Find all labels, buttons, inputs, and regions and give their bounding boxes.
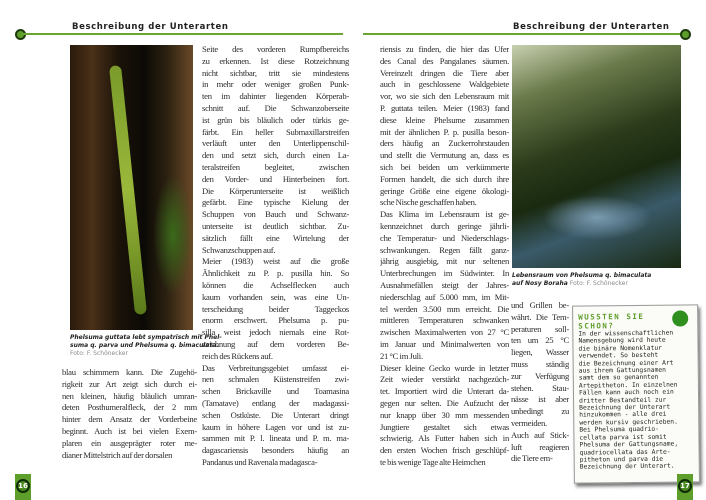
text-line: ten im dahinter liegenden Körperab- xyxy=(202,91,349,102)
text-line: ders häufig an Zuckerrohrstauden xyxy=(380,138,509,149)
text-line: zeichnung auf dem vorderen Be- xyxy=(202,338,349,349)
text-line: P. guttata teilen. Meier (1983) fand xyxy=(380,102,509,113)
infobox-line: die binäre Nomenklatur xyxy=(578,344,662,353)
text-line: mittleren Temperaturen schwanken xyxy=(380,315,509,326)
text-line: che Temperatur- und Niederschlags- xyxy=(380,232,509,243)
text-line: den ersten Wochen frisch geschlüpf- xyxy=(380,445,509,456)
text-line: auch in geschlossene Waldgebiete xyxy=(380,79,509,90)
text-line: im Januar und Minimalwerten von xyxy=(380,338,509,349)
infobox-line: hinzukommen - alle drei xyxy=(579,411,667,420)
running-header: Beschreibung der Unterarten xyxy=(72,22,229,32)
header-bullet-icon xyxy=(680,29,691,40)
text-line: Vereinzelt dringen die Tiere aber xyxy=(380,67,509,78)
infobox-line: dritter Bestandteil zur xyxy=(579,396,667,405)
text-line: reich des Rückens auf. xyxy=(202,350,273,361)
infobox-line: pitheton und parva die xyxy=(579,455,664,464)
text-line: plaren ein ausgeprägter roter me- xyxy=(62,437,197,448)
text-line: des Canal des Pangalanes säumen. xyxy=(380,55,509,66)
text-line: können die Achselflecken auch xyxy=(202,279,349,290)
text-line: dagascariensis besonders häufig an xyxy=(202,445,349,456)
text-line: rigkeit zur Art zeigt sich durch ei- xyxy=(62,378,197,389)
text-line: Ähnlichkeit zu P. p. pusilla hin. So xyxy=(202,268,349,279)
text-line: in mehr oder weniger großen Punk- xyxy=(202,79,349,90)
text-line: nässe ist aber xyxy=(511,394,569,405)
text-line: sche Nische geschaffen haben. xyxy=(380,197,477,208)
text-line: gefärbt. Eine typische Kielung der xyxy=(202,197,349,208)
text-line: währt. Die Tem- xyxy=(511,311,569,322)
text-line: zur Verfügung xyxy=(511,370,569,381)
infobox-line: Bezeichnung der Unterart. xyxy=(579,462,675,471)
text-line: schen Ostküste. Die Unterart dringt xyxy=(202,409,349,420)
text-line: liegen, Wasser xyxy=(511,347,569,358)
running-header: Beschreibung der Unterarten xyxy=(513,22,670,32)
text-line: 21 °C im Juli. xyxy=(380,350,423,361)
text-line: blau schimmern kann. Die Zugehö- xyxy=(62,367,197,377)
text-line: kaum in höhere Lagen vor und ist zu- xyxy=(202,421,349,432)
infobox-line: Artepitheton. In einzelnen xyxy=(578,381,678,390)
text-line: terscheidung beider Taggeckos xyxy=(202,303,349,314)
text-line: hinter dem Ansatz der Vorderbeine xyxy=(62,414,197,425)
text-line: ten um 25 °C xyxy=(511,335,569,346)
text-line: den und setzt sich, durch einen La- xyxy=(202,150,349,161)
text-line: nen kleinen, häufig bläulich umran- xyxy=(62,390,197,401)
habitat-photo xyxy=(512,45,681,268)
text-line: muss ständig xyxy=(511,358,569,369)
text-line: geringe Größe eine eigene ökologi- xyxy=(380,185,509,196)
infobox-line: cellata parva ist somit xyxy=(579,433,667,442)
infobox-line: Phelsuma der Gattungsname, xyxy=(579,440,679,449)
infobox-line: die Bezeichnung einer Art xyxy=(578,359,674,368)
text-line: schen Brickaville und Toamasina xyxy=(202,386,349,397)
text-line: und Grillen be- xyxy=(511,300,569,310)
text-line: gegen nur selten. Die Aufzucht der xyxy=(380,397,509,408)
text-line: Pandanus und Ravenala madagasca- xyxy=(202,456,318,467)
text-line: mit der ähnlichen P. p. pusilla beson- xyxy=(380,126,509,137)
text-column xyxy=(202,44,349,469)
text-line: den Vorder- und Hinterbeinen fort. xyxy=(202,173,349,184)
text-line: sätzlich fällt eine Wirtelung der xyxy=(202,232,349,243)
infobox-line: aus ihrem Gattungsnamen xyxy=(578,366,666,375)
text-line: färbt. Ein heller Submaxillarstreifen xyxy=(202,126,349,137)
text-line: (Tamatave) entlang der madagassi- xyxy=(202,397,349,408)
infobox-line: Fällen kann auch noch ein xyxy=(578,388,674,397)
text-line: Zeit wieder verstärkt nachgezüch- xyxy=(380,374,509,385)
infobox-line: quadriocellata das Arte- xyxy=(579,448,671,457)
text-line: Schwanzschuppen auf. xyxy=(202,244,276,255)
text-line: ist grün bis bläulich oder türkis ge- xyxy=(202,114,349,125)
text-line: Formen handelt, die sich durch ihre xyxy=(380,173,509,184)
text-column xyxy=(62,367,197,461)
text-line: schwierig. Als Futter haben sich in xyxy=(380,433,509,444)
photo-caption: Phelsuma guttata lebt sympatrisch mit Phel- suma q. parva und Phelsuma q. bimaculata. Foto: F. Schönecker xyxy=(70,334,222,357)
text-line: zu erkennen. Ist diese Rotzeichnung xyxy=(202,55,349,66)
text-line: Die Körperunterseite ist weißlich xyxy=(202,185,349,196)
text-line: Das Klima im Lebensraum ist ge- xyxy=(380,209,509,220)
text-line: silla weist jedoch niemals eine Rot- xyxy=(202,327,349,338)
text-line: tet. Importiert wird die Unterart da- xyxy=(380,386,509,397)
infobox-line: Namensgebung wird heute xyxy=(578,337,666,346)
infobox-line: verwendet. So besteht xyxy=(578,351,659,360)
text-line: Dieser kleine Gecko wurde in letzter xyxy=(380,362,509,373)
text-line: Unterbrechungen im Südwinter. In xyxy=(380,268,509,279)
text-line: sammen mit P. l. lineata und P. m. ma- xyxy=(202,433,349,444)
text-line: dianer Mittelstrich auf der dorsalen xyxy=(62,449,173,460)
text-line: verläuft unter den Unterlippenschil- xyxy=(202,138,349,149)
text-line: Auch auf Stick- xyxy=(511,429,569,440)
page-number-badge: 16 xyxy=(15,474,31,500)
text-line: die Tiere em- xyxy=(511,453,553,464)
text-line: unbedingt zu xyxy=(511,406,569,417)
header-rule xyxy=(22,33,343,35)
infobox-line: samt dem so genannten xyxy=(578,374,659,383)
text-line: zwischen Maximalwerten von 27 °C xyxy=(380,327,509,338)
text-line: schwankungen. Regen fällt ganz- xyxy=(380,244,509,255)
text-line: vermeiden. xyxy=(511,417,547,428)
text-line: nicht sichtbar, tritt sie mindestens xyxy=(202,67,349,78)
infobox-line: werden kursiv geschrieben. xyxy=(579,418,678,427)
text-line: und stellt die Vermutung an, dass es xyxy=(380,150,509,161)
text-line: Das Verbreitungsgebiet umfasst ei- xyxy=(202,362,349,373)
infobox-line: Bei Phelsuma quadrio- xyxy=(579,426,660,434)
text-line: enorm erschwert. Phelsuma p. pu- xyxy=(202,315,349,326)
text-line: te bis wenige Tage alte Heimchen xyxy=(380,456,486,467)
text-line: jährig ausgiebig, mit nur seltenen xyxy=(380,256,509,267)
text-line: Jungtiere gestaltet sich etwas xyxy=(380,421,509,432)
page-number-badge: 17 xyxy=(677,474,693,500)
text-line: Meier (1983) weist auf die große xyxy=(202,256,349,267)
text-line: peraturen soll- xyxy=(511,323,569,334)
text-line: vor, wo sie sich den Lebensraum mit xyxy=(380,91,509,102)
green-dot-icon xyxy=(672,310,688,326)
text-line: riensis zu finden, die hier das Ufer xyxy=(380,44,509,54)
text-line: sich bei beiden um verkümmerte xyxy=(380,161,509,172)
text-line: nur knapp über 30 mm messenden xyxy=(380,409,509,420)
text-line: teralstreifen begleitet, zwischen xyxy=(202,161,349,172)
text-line: tel werden 3.500 mm erreicht. Die xyxy=(380,303,509,314)
text-line: niederschlag auf 5.000 mm, im Mit- xyxy=(380,291,509,302)
text-line: unterseite ist deutlich sichtbar. Zu- xyxy=(202,220,349,231)
text-line: kaum vorhanden sein, was eine Un- xyxy=(202,291,349,302)
header-rule xyxy=(363,33,684,35)
did-you-know-box: WUSSTEN SIE SCHON? In der wissenschaftlichen Namensgebung wird heute die binäre Nomenklatur verwendet. So besteht die Bezeichnung einer Art aus ihrem Gattungsnamen samt dem so genannten Artepitheton. In einzelnen Fällen kann auch noch ein dritter Bestandteil zur Bezeichnung der Unterart hinzukommen - alle drei werden kursiv geschrieben. Bei Phelsuma quadrio- cellata parva ist somit Phelsuma der Gattungsname, quadriocellata das Arte- pitheton und parva die Bezeichnung der Unterart. xyxy=(572,304,700,483)
text-column xyxy=(511,300,569,465)
text-line: stehen. Stau- xyxy=(511,382,569,393)
text-line: Schuppen von Bauch und Schwanz- xyxy=(202,209,349,220)
text-line: diese kleine Phelsume zusammen xyxy=(380,114,509,125)
photo-caption: Lebensraum von Phelsuma q. bimaculata auf Nosy Boraha Foto: F. Schönecker xyxy=(512,272,652,287)
infobox-line: Bezeichnung der Unterart xyxy=(579,403,671,412)
infobox-line: In der wissenschaftlichen xyxy=(578,329,674,338)
right-page xyxy=(353,0,706,500)
text-line: beginnt. Auch ist bei vielen Exem- xyxy=(62,425,197,436)
text-line: nen schmalen Küstenstreifen zwi- xyxy=(202,374,349,385)
gecko-photo xyxy=(70,45,193,330)
text-line: kennzeichnet durch geringe jährli- xyxy=(380,220,509,231)
text-line: schnitt auf. Die Schwanzoberseite xyxy=(202,102,349,113)
text-line: Seite des vorderen Rumpfbereichs xyxy=(202,44,349,54)
text-line: Ausnahmefällen steigt der Jahres- xyxy=(380,279,509,290)
text-line: luft reagieren xyxy=(511,441,569,452)
text-column xyxy=(380,44,509,469)
text-line: deten Posthumeralfleck, der 2 mm xyxy=(62,402,197,413)
